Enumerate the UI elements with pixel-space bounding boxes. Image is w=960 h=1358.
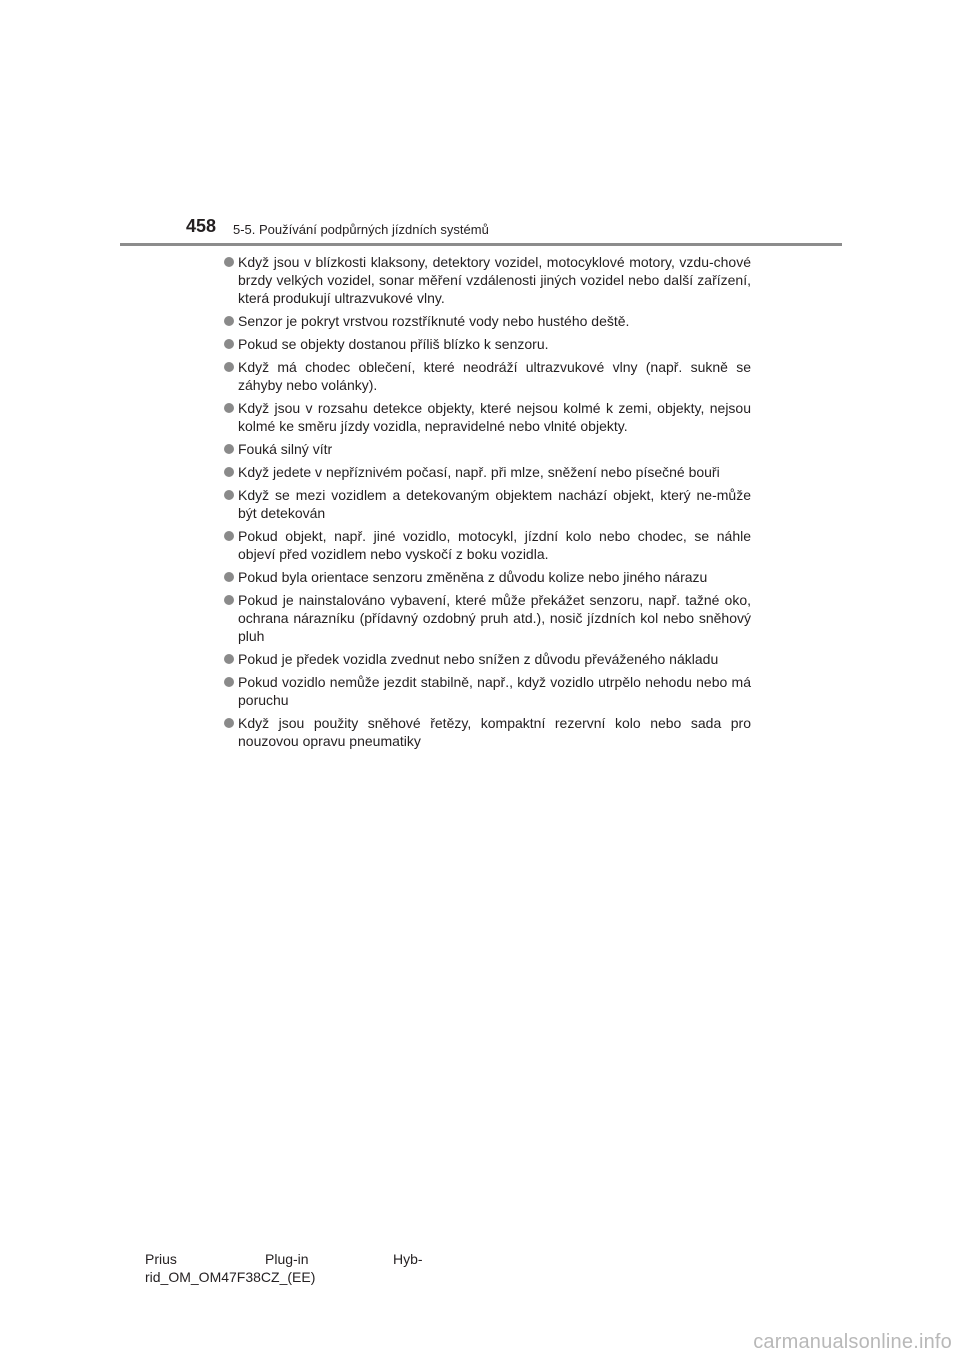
- list-item-text: Pokud objekt, např. jiné vozidlo, motocykl, jízdní kolo nebo chodec, se náhle objeví před vozidlem nebo vyskočí z boku vozidla.: [238, 528, 751, 562]
- bullet-icon: [224, 595, 234, 605]
- list-item: [223, 591, 751, 645]
- list-item: [223, 714, 751, 750]
- footer-model: Prius: [145, 1251, 177, 1267]
- page-number: 458: [186, 216, 217, 236]
- bullet-icon: [224, 444, 234, 454]
- footer-type-start: Hyb-: [393, 1251, 423, 1267]
- bullet-icon: [224, 403, 234, 413]
- list-item: [223, 527, 751, 563]
- bullet-icon: [224, 362, 234, 372]
- list-item: [223, 253, 751, 307]
- bullet-icon: [224, 339, 234, 349]
- watermark: carmanualsonline.info: [753, 1331, 952, 1353]
- list-item: [223, 312, 751, 330]
- list-item-text: Fouká silný vítr: [238, 441, 333, 457]
- footer-line-1: [145, 1250, 445, 1268]
- list-item: [223, 335, 751, 353]
- list-item-text: Když jsou použity sněhové řetězy, kompaktní rezervní kolo nebo sada pro nouzovou opravu pneumatiky: [238, 715, 751, 749]
- list-item-text: Když jsou v blízkosti klaksony, detektory vozidel, motocyklové motory, vzdu-chové brzdy velkých vozidel, sonar měření vzdálenosti jiných vozidel nebo další zařízení, která produkují ultrazvukové vlny.: [238, 254, 751, 306]
- list-item-text: Pokud je předek vozidla zvednut nebo snížen z důvodu převáženého nákladu: [238, 651, 719, 667]
- list-item: [223, 358, 751, 394]
- bullet-icon: [224, 572, 234, 582]
- list-item: [223, 440, 751, 458]
- footer-variant: Plug-in: [265, 1251, 309, 1267]
- bullet-icon: [224, 316, 234, 326]
- bullet-icon: [224, 257, 234, 267]
- list-item: [223, 399, 751, 435]
- list-item: [223, 486, 751, 522]
- section-title: 5-5. Používání podpůrných jízdních systémů: [233, 222, 489, 237]
- bullet-list: [223, 253, 751, 755]
- list-item-text: Když jsou v rozsahu detekce objekty, které nejsou kolmé k zemi, objekty, nejsou kolmé ke směru jízdy vozidla, nepravidelné nebo vlnité objekty.: [238, 400, 751, 434]
- bullet-icon: [224, 677, 234, 687]
- page-footer: [145, 1250, 445, 1286]
- footer-line-2: [145, 1268, 445, 1286]
- page-header: [0, 0, 960, 250]
- list-item: [223, 568, 751, 586]
- list-item-text: Pokud byla orientace senzoru změněna z důvodu kolize nebo jiného nárazu: [238, 569, 708, 585]
- list-item: [223, 650, 751, 668]
- list-item-text: Senzor je pokryt vrstvou rozstříknuté vody nebo hustého deště.: [238, 313, 630, 329]
- list-item: [223, 673, 751, 709]
- list-item-text: Když má chodec oblečení, které neodráží ultrazvukové vlny (např. sukně se záhyby nebo volánky).: [238, 359, 751, 393]
- bullet-icon: [224, 718, 234, 728]
- list-item-text: Pokud je nainstalováno vybavení, které může překážet senzoru, např. tažné oko, ochrana nárazníku (přídavný ozdobný pruh atd.), nosič jízdních kol nebo sněhový pluh: [238, 592, 751, 644]
- list-item-text: Když jedete v nepříznivém počasí, např. při mlze, sněžení nebo písečné bouři: [238, 464, 720, 480]
- list-item: [223, 463, 751, 481]
- bullet-icon: [224, 531, 234, 541]
- bullet-icon: [224, 467, 234, 477]
- bullet-icon: [224, 654, 234, 664]
- bullet-icon: [224, 490, 234, 500]
- list-item-text: Pokud vozidlo nemůže jezdit stabilně, např., když vozidlo utrpělo nehodu nebo má poruchu: [238, 674, 751, 708]
- footer-document-code: rid_OM_OM47F38CZ_(EE): [145, 1269, 316, 1285]
- list-item-text: Pokud se objekty dostanou příliš blízko k senzoru.: [238, 336, 549, 352]
- list-item-text: Když se mezi vozidlem a detekovaným objektem nachází objekt, který ne-může být detekován: [238, 487, 751, 521]
- header-divider: [120, 243, 842, 246]
